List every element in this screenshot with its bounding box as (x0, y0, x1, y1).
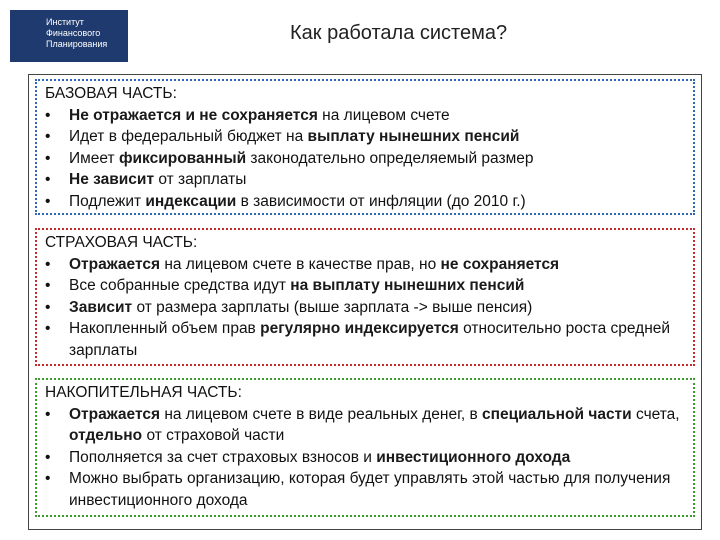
bullet-item (45, 254, 685, 276)
logo-line-2: Финансового (46, 28, 101, 38)
bold-text: Отражается (69, 405, 161, 423)
text: Подлежит (69, 192, 146, 210)
text: относительно роста средней зарплаты (69, 320, 671, 359)
section-heading (45, 382, 685, 404)
bold-text: индексации (145, 192, 237, 210)
section-basic (35, 79, 695, 215)
bullet-item (45, 468, 685, 511)
logo-line-3: Планирования (46, 39, 108, 49)
slide-title: Как работала система? (290, 22, 508, 44)
bold-text: выплату нынешних пенсий (307, 128, 520, 145)
text: от зарплаты (154, 171, 247, 188)
text: Имеет (69, 149, 119, 167)
text: в зависимости от инфляции (до 2010 г.) (236, 192, 526, 210)
section-heading-colon: : (172, 85, 177, 102)
text: Пополняется за счет страховых взносов и (69, 448, 377, 466)
institute-logo (10, 10, 128, 62)
bold-text: не сохраняется (440, 255, 560, 273)
bullet-item (45, 297, 685, 319)
bold-text: регулярно индексируется (260, 320, 459, 337)
text: на лицевом счете (317, 106, 450, 124)
bullet-item (45, 148, 685, 170)
text: Все собранные средства идут (69, 277, 291, 294)
bold-text: инвестиционного дохода (376, 448, 571, 466)
bold-text: Отражается (69, 255, 161, 273)
text: счета, (631, 405, 680, 423)
logo-text (46, 17, 107, 50)
section-funded (35, 378, 695, 517)
section-heading-text: НАКОПИТЕЛЬНАЯ ЧАСТЬ (45, 384, 238, 401)
logo-line-1: Институт (46, 17, 84, 27)
section-heading (45, 83, 685, 105)
section-insurance (35, 228, 695, 366)
bold-text: специальной части (482, 405, 632, 423)
bullet-item (45, 126, 685, 148)
text: законодательно определяемый размер (246, 149, 534, 167)
bullet-item (45, 318, 685, 361)
bullet-item (45, 404, 685, 447)
bold-text: Не зависит (69, 171, 155, 188)
section-heading-colon: : (192, 234, 198, 251)
bullet-item (45, 105, 685, 127)
section-list (45, 254, 685, 362)
text: от размера зарплаты (выше зарплата -> выше пенсия) (132, 298, 533, 316)
bold-text: отдельно (69, 427, 143, 444)
text: на лицевом счете в виде реальных денег, в (160, 405, 482, 423)
bullet-item (45, 447, 685, 469)
bold-text: на выплату нынешних пенсий (290, 277, 525, 294)
section-heading (45, 232, 685, 254)
bold-text: фиксированный (118, 149, 247, 167)
section-heading-colon: : (237, 384, 242, 401)
bullet-item (45, 275, 685, 297)
section-heading-text: СТРАХОВАЯ ЧАСТЬ (45, 234, 193, 251)
bold-text: Зависит (69, 298, 133, 316)
text: на лицевом счете в качестве прав, но (160, 255, 441, 273)
text: от страховой части (142, 427, 285, 444)
text: Идет в федеральный бюджет на (69, 128, 308, 145)
section-list (45, 105, 685, 213)
section-heading-text: БАЗОВАЯ ЧАСТЬ (45, 85, 173, 102)
text: Накопленный объем прав (69, 320, 261, 337)
bullet-item (45, 169, 685, 191)
text: Можно выбрать организацию, которая будет управлять этой частью для получения инвестиционного дохода (69, 470, 671, 509)
bullet-item (45, 191, 685, 213)
section-list (45, 404, 685, 512)
bold-text: Не отражается и не сохраняется (69, 106, 318, 124)
